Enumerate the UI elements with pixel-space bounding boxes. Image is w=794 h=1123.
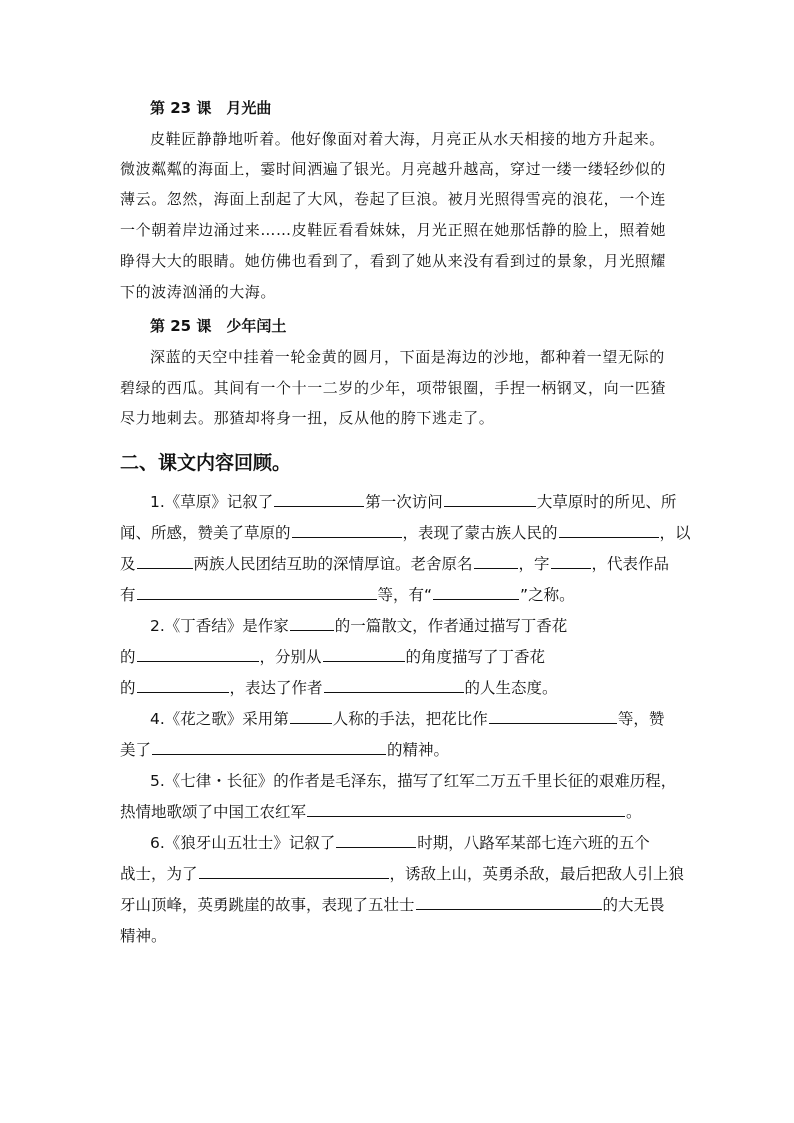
answer-blank[interactable] bbox=[559, 522, 659, 538]
answer-blank[interactable] bbox=[323, 646, 405, 662]
question-text: 热情地歌颂了中国工农红军 bbox=[120, 803, 307, 821]
question-text: 2.《丁香结》是作家 bbox=[150, 617, 289, 635]
answer-blank[interactable] bbox=[444, 491, 536, 507]
question-text: ”之称。 bbox=[520, 586, 575, 604]
lesson-23-line: 薄云。忽然，海面上刮起了大风，卷起了巨浪。被月光照得雪亮的浪花，一个连 bbox=[120, 190, 667, 208]
lesson-25-line: 碧绿的西瓜。其间有一个十一二岁的少年，项带银圈，手捏一柄钢叉，向一匹猹 bbox=[120, 379, 667, 397]
answer-blank[interactable] bbox=[290, 708, 332, 724]
question-text: 的人生态度。 bbox=[464, 679, 558, 697]
question-text: 大草原时的所见、所 bbox=[536, 493, 677, 511]
lesson-23-line: 下的波涛汹涌的大海。 bbox=[120, 283, 277, 301]
question-text: 1.《草原》记叙了 bbox=[150, 493, 274, 511]
question-text: 第一次访问 bbox=[365, 493, 443, 511]
answer-blank[interactable] bbox=[199, 863, 389, 879]
question-2-line bbox=[120, 676, 558, 698]
question-text: 的精神。 bbox=[387, 741, 450, 759]
question-text: ，字 bbox=[518, 555, 550, 573]
question-text: 6.《狼牙山五壮士》记叙了 bbox=[150, 834, 336, 852]
question-text: ，表达了作者 bbox=[229, 679, 323, 697]
lesson-23-title: 第 23 课 月光曲 bbox=[150, 99, 272, 117]
lesson-25-line: 深蓝的天空中挂着一轮金黄的圆月，下面是海边的沙地，都种着一望无际的 bbox=[150, 348, 665, 366]
question-text: 的大无畏 bbox=[602, 896, 665, 914]
answer-blank[interactable] bbox=[474, 553, 518, 569]
question-text: 等，赞 bbox=[617, 710, 665, 728]
question-text: 战士，为了 bbox=[120, 865, 198, 883]
question-text: 及 bbox=[120, 555, 136, 573]
question-text: ，以 bbox=[659, 524, 691, 542]
question-text: ，表现了蒙古族人民的 bbox=[402, 524, 558, 542]
lesson-25-line: 尽力地刺去。那猹却将身一扭，反从他的胯下逃走了。 bbox=[120, 409, 495, 427]
answer-blank[interactable] bbox=[137, 553, 193, 569]
question-text: ，诱敌上山，英勇杀敌，最后把敌人引上狼 bbox=[389, 865, 685, 883]
question-text: 的 bbox=[120, 648, 136, 666]
lesson-25-title: 第 25 课 少年闰土 bbox=[150, 317, 287, 335]
lesson-23-line: 一个朝着岸边涌过来……皮鞋匠看看妹妹，月光正照在她那恬静的脸上，照着她 bbox=[120, 221, 667, 239]
answer-blank[interactable] bbox=[433, 584, 519, 600]
question-1-line bbox=[120, 521, 691, 543]
question-text: 等，有“ bbox=[377, 586, 433, 604]
answer-blank[interactable] bbox=[551, 553, 591, 569]
answer-blank[interactable] bbox=[152, 739, 386, 755]
answer-blank[interactable] bbox=[137, 584, 377, 600]
section-title: 二、课文内容回顾。 bbox=[120, 452, 292, 474]
answer-blank[interactable] bbox=[307, 801, 625, 817]
question-6-line bbox=[150, 831, 650, 853]
lesson-23-line: 微波粼粼的海面上，霎时间洒遍了银光。月亮越升越高，穿过一缕一缕轻纱似的 bbox=[120, 160, 667, 178]
question-text: 4.《花之歌》采用第 bbox=[150, 710, 289, 728]
question-text: 人称的手法，把花比作 bbox=[332, 710, 488, 728]
question-text: 的 bbox=[120, 679, 136, 697]
question-text: 的一篇散文，作者通过描写丁香花 bbox=[334, 617, 568, 635]
question-1-line bbox=[150, 490, 676, 512]
question-text: 闻、所感，赞美了草原的 bbox=[120, 524, 291, 542]
question-2-line bbox=[120, 645, 545, 667]
question-6-line bbox=[120, 862, 684, 884]
question-text: 美了 bbox=[120, 741, 152, 759]
question-6-line: 精神。 bbox=[120, 927, 167, 945]
question-1-line bbox=[120, 583, 575, 605]
question-5-line: 5.《七律・长征》的作者是毛泽东，描写了红军二万五千里长征的艰难历程， bbox=[150, 772, 677, 790]
question-5-line bbox=[120, 800, 642, 822]
answer-blank[interactable] bbox=[137, 677, 229, 693]
question-1-line bbox=[120, 552, 669, 574]
question-6-line bbox=[120, 893, 665, 915]
question-text: 有 bbox=[120, 586, 136, 604]
answer-blank[interactable] bbox=[137, 646, 259, 662]
lesson-23-line: 睁得大大的眼睛。她仿佛也看到了，看到了她从来没有看到过的景象，月光照耀 bbox=[120, 252, 667, 270]
question-text: 两族人民团结互助的深情厚谊。老舍原名 bbox=[193, 555, 473, 573]
lesson-23-line: 皮鞋匠静静地听着。他好像面对着大海，月亮正从水天相接的地方升起来。 bbox=[150, 130, 665, 148]
answer-blank[interactable] bbox=[489, 708, 617, 724]
answer-blank[interactable] bbox=[336, 832, 416, 848]
answer-blank[interactable] bbox=[416, 894, 602, 910]
answer-blank[interactable] bbox=[274, 491, 364, 507]
question-text: 时期，八路军某部七连六班的五个 bbox=[417, 834, 650, 852]
question-text: 。 bbox=[626, 803, 642, 821]
question-2-line bbox=[150, 614, 567, 636]
question-text: ，分别从 bbox=[259, 648, 322, 666]
question-4-line bbox=[150, 707, 664, 729]
question-4-line bbox=[120, 738, 449, 760]
answer-blank[interactable] bbox=[292, 522, 402, 538]
question-text: ，代表作品 bbox=[591, 555, 670, 573]
answer-blank[interactable] bbox=[324, 677, 464, 693]
answer-blank[interactable] bbox=[290, 615, 334, 631]
question-text: 牙山顶峰，英勇跳崖的故事，表现了五壮士 bbox=[120, 896, 415, 914]
question-text: 的角度描写了丁香花 bbox=[405, 648, 546, 666]
